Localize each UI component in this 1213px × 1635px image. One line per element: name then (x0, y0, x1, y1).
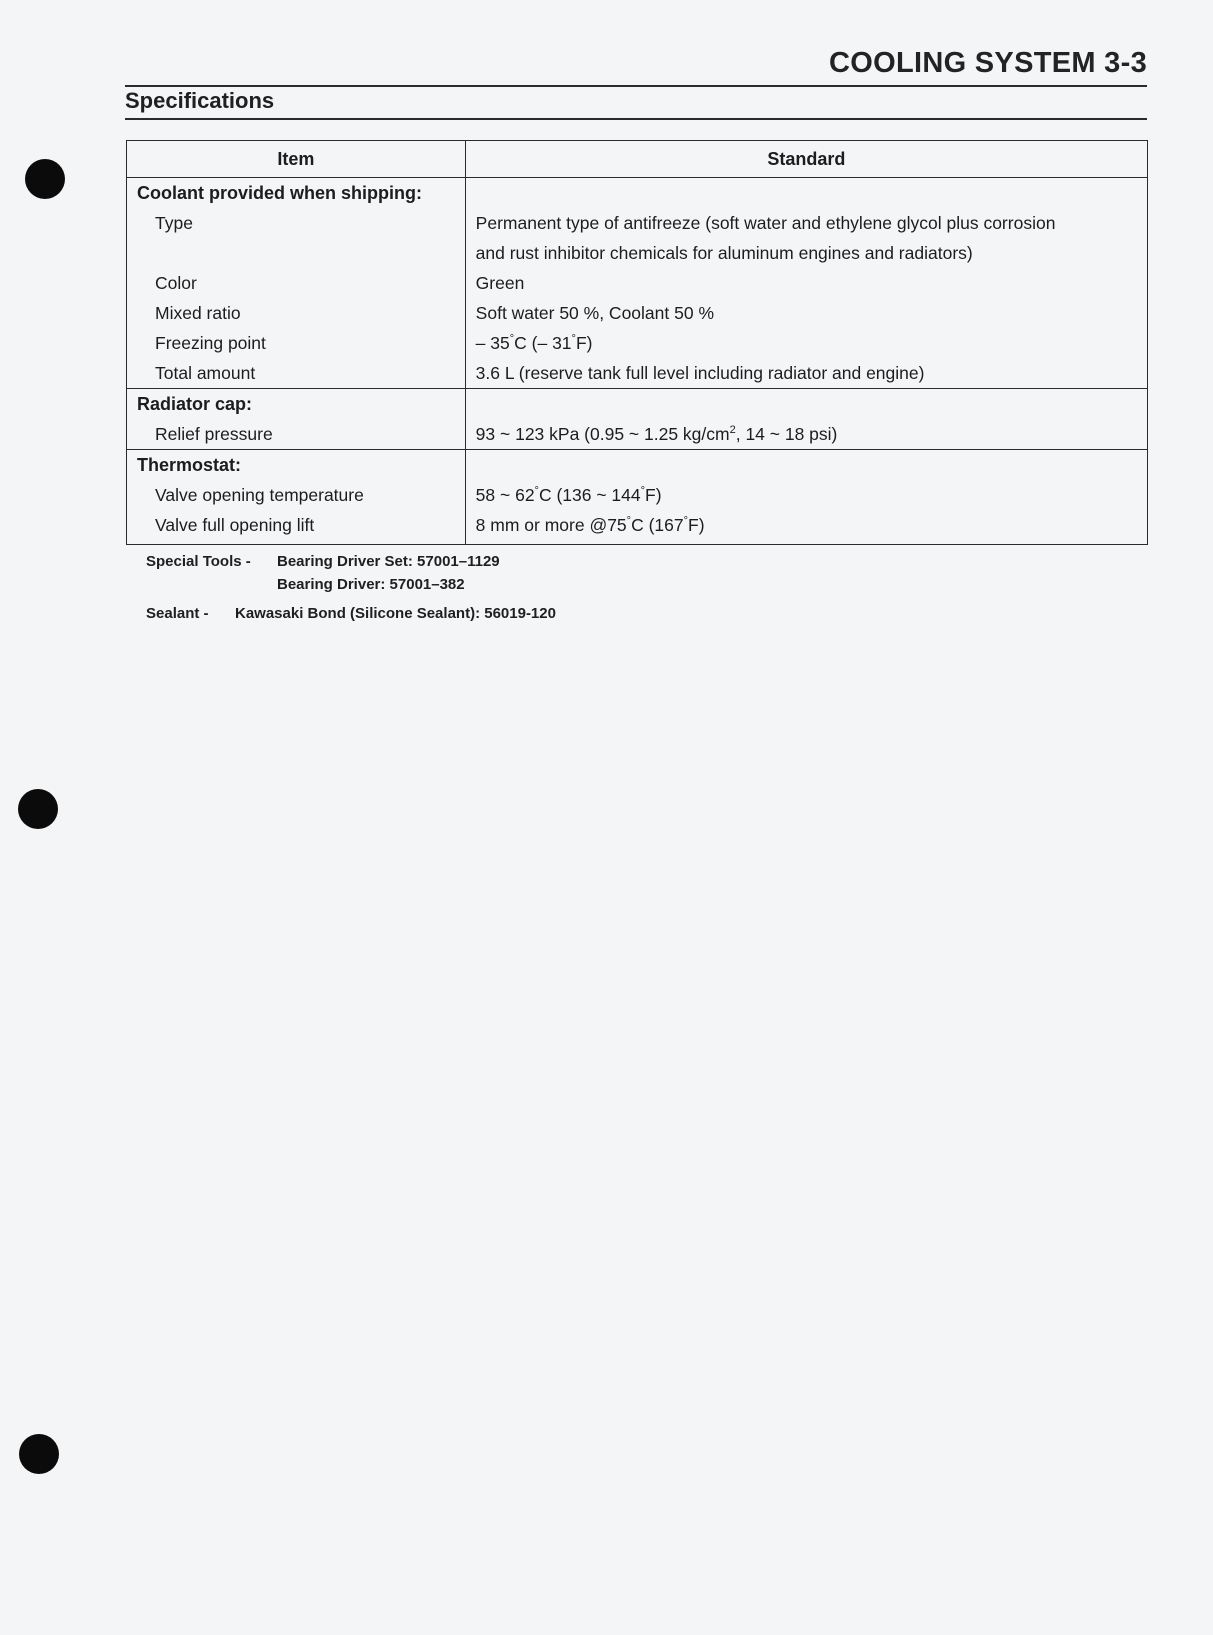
item-label-valve-opening-temperature: Valve opening temperature (155, 485, 364, 505)
text-segment: C (– 31 (514, 333, 572, 353)
value-mixed-ratio: Soft water 50 %, Coolant 50 % (475, 303, 714, 323)
table-header-row (127, 141, 1148, 178)
table-row-radiator-cap (127, 389, 1148, 450)
binder-hole-top (25, 159, 65, 199)
item-cell-coolant (127, 178, 466, 389)
text-segment: 93 ~ 123 kPa (0.95 ~ 1.25 kg/cm (475, 424, 730, 444)
superscript-two: 2 (729, 424, 736, 436)
degree-symbol: ° (509, 333, 515, 345)
header-rule-top (125, 85, 1147, 87)
text-segment: F) (645, 485, 662, 505)
item-label-color: Color (155, 273, 197, 293)
specifications-table (126, 140, 1148, 545)
standard-cell-thermostat (465, 450, 1147, 545)
group-spacer (466, 450, 1147, 480)
item-cell-radiator-cap (127, 389, 466, 450)
item-label-type: Type (155, 213, 193, 233)
table-row-coolant (127, 178, 1148, 389)
group-label-coolant: Coolant provided when shipping: (137, 183, 422, 203)
binder-hole-middle (18, 789, 58, 829)
value-type-line-2: and rust inhibitor chemicals for aluminum engines and radiators) (475, 243, 973, 263)
item-label-mixed-ratio: Mixed ratio (155, 303, 241, 323)
value-relief-pressure (466, 419, 1147, 449)
degree-symbol: ° (534, 485, 539, 497)
group-spacer (466, 389, 1147, 419)
binder-hole-bottom (19, 1434, 59, 1474)
value-total-amount: 3.6 L (reserve tank full level including radiator and engine) (475, 363, 925, 383)
degree-symbol: ° (683, 515, 689, 527)
special-tool-item: Bearing Driver: 57001–382 (277, 576, 465, 593)
standard-cell-coolant (465, 178, 1147, 389)
text-segment: F) (688, 515, 705, 535)
item-label-valve-full-opening-lift: Valve full opening lift (155, 515, 315, 535)
special-tools-label: Special Tools - (146, 553, 251, 570)
item-label-freezing-point: Freezing point (155, 333, 266, 353)
text-segment: F) (575, 333, 593, 353)
running-head: COOLING SYSTEM 3-3 (829, 47, 1147, 79)
degree-symbol: ° (571, 333, 576, 345)
text-segment: , 14 ~ 18 psi) (735, 424, 838, 444)
item-spacer (127, 238, 465, 268)
group-label-thermostat: Thermostat: (137, 455, 242, 475)
sealant-item: Kawasaki Bond (Silicone Sealant): 56019-120 (235, 605, 556, 622)
text-segment: C (167 (631, 515, 684, 535)
table-row-thermostat (127, 450, 1148, 545)
sealant-label: Sealant - (146, 605, 209, 622)
column-header-standard: Standard (465, 141, 1147, 178)
group-label-radiator-cap: Radiator cap: (137, 394, 253, 414)
group-spacer (466, 178, 1147, 208)
standard-cell-radiator-cap (465, 389, 1147, 450)
value-valve-opening-temperature (466, 480, 1147, 510)
value-color: Green (475, 273, 525, 293)
header-rule-bottom (125, 118, 1147, 120)
column-header-item: Item (127, 141, 466, 178)
text-segment: 58 ~ 62 (475, 485, 535, 505)
degree-symbol: ° (640, 485, 646, 497)
item-label-relief-pressure: Relief pressure (155, 424, 273, 444)
section-title: Specifications (125, 88, 275, 113)
value-type-line-1: Permanent type of antifreeze (soft water and ethylene glycol plus corrosion (475, 213, 1056, 233)
value-freezing-point (466, 328, 1147, 358)
item-cell-thermostat (127, 450, 466, 545)
text-segment: – 35 (475, 333, 510, 353)
special-tool-item: Bearing Driver Set: 57001–1129 (277, 553, 500, 570)
degree-symbol: ° (626, 515, 632, 527)
item-label-total-amount: Total amount (155, 363, 256, 383)
text-segment: 8 mm or more @75 (475, 515, 627, 535)
text-segment: C (136 ~ 144 (538, 485, 641, 505)
value-valve-full-opening-lift (466, 510, 1147, 540)
